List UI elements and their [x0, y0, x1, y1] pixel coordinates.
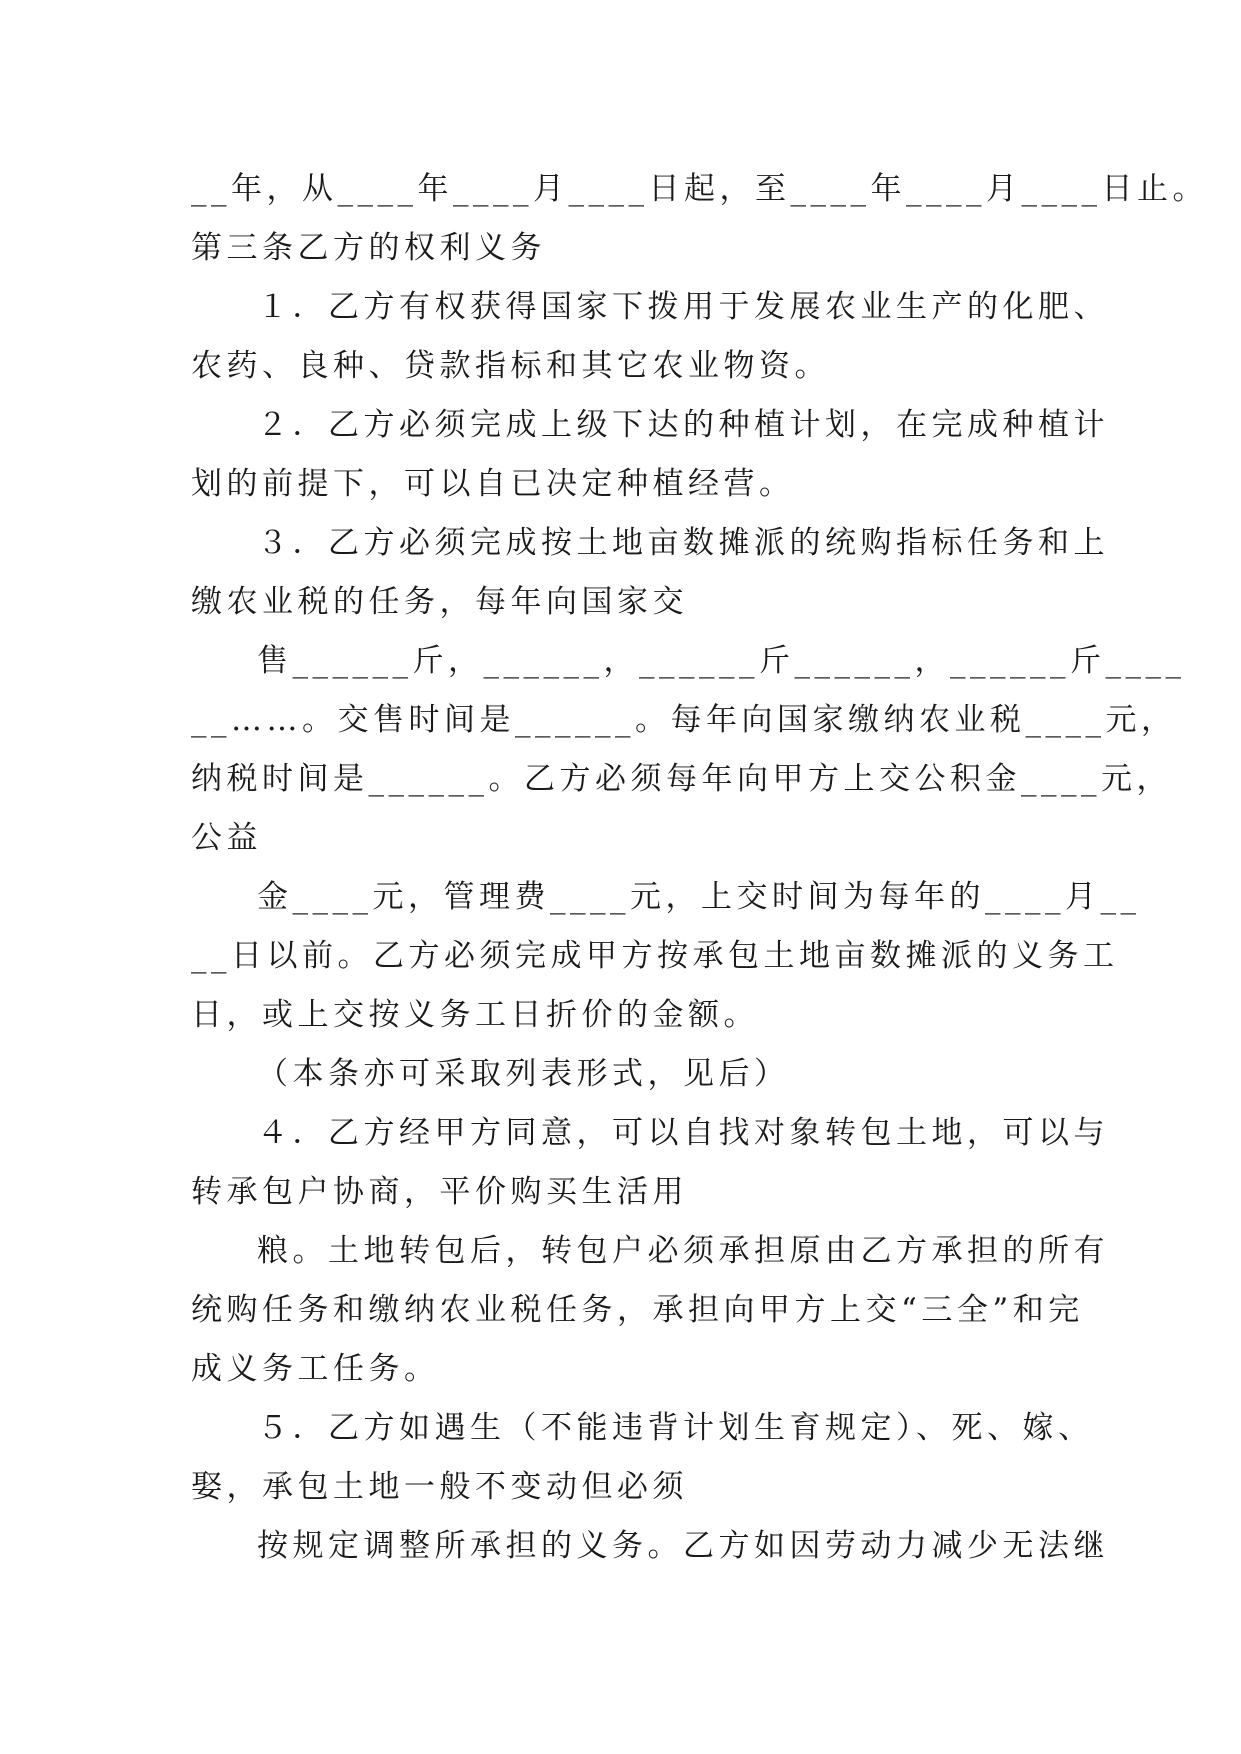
- document-line: 划的前提下，可以自已决定种植经营。: [191, 466, 795, 502]
- document-line: （本条亦可采取列表形式，见后）: [257, 1056, 790, 1092]
- document-line: 转承包户协商，平价购买生活用: [191, 1174, 688, 1210]
- document-body: [191, 160, 1208, 1576]
- document-line: 纳税时间是______。乙方必须每年向甲方上交公积金____元，: [191, 761, 1172, 797]
- document-line: ３．乙方必须完成按土地亩数摊派的统购指标任务和上: [257, 525, 1109, 561]
- document-line: ２．乙方必须完成上级下达的种植计划，在完成种植计: [257, 407, 1109, 443]
- document-line: 日，或上交按义务工日折价的金额。: [191, 997, 759, 1033]
- document-line: １．乙方有权获得国家下拨用于发展农业生产的化肥、: [257, 289, 1109, 325]
- document-line: 统购任务和缴纳农业税任务，承担向甲方上交“三全”和完: [191, 1292, 1084, 1328]
- document-line: __年，从____年____月____日起，至____年____月____日止。: [191, 171, 1208, 207]
- document-line: 农药、良种、贷款指标和其它农业物资。: [191, 348, 830, 384]
- document-line: 第三条乙方的权利义务: [191, 230, 546, 266]
- document-line: 缴农业税的任务，每年向国家交: [191, 584, 688, 620]
- document-line: 粮。土地转包后，转包户必须承担原由乙方承担的所有: [257, 1233, 1109, 1269]
- document-line: ４．乙方经甲方同意，可以自找对象转包土地，可以与: [257, 1115, 1109, 1151]
- document-line: 按规定调整所承担的义务。乙方如因劳动力减少无法继: [257, 1528, 1109, 1564]
- document-line: ５．乙方如遇生（不能违背计划生育规定）、死、嫁、: [257, 1410, 1094, 1446]
- document-line: 成义务工任务。: [191, 1351, 440, 1387]
- document-line: 娶，承包土地一般不变动但必须: [191, 1469, 688, 1505]
- document-line: __……。交售时间是______。每年向国家缴纳农业税____元，: [191, 702, 1177, 738]
- document-line: 售______斤，______，______斤______，______斤____: [257, 643, 1186, 679]
- document-line: __日以前。乙方必须完成甲方按承包土地亩数摊派的义务工: [191, 938, 1119, 974]
- document-line: 金____元，管理费____元，上交时间为每年的____月__: [257, 879, 1141, 915]
- document-line: 公益: [191, 820, 262, 856]
